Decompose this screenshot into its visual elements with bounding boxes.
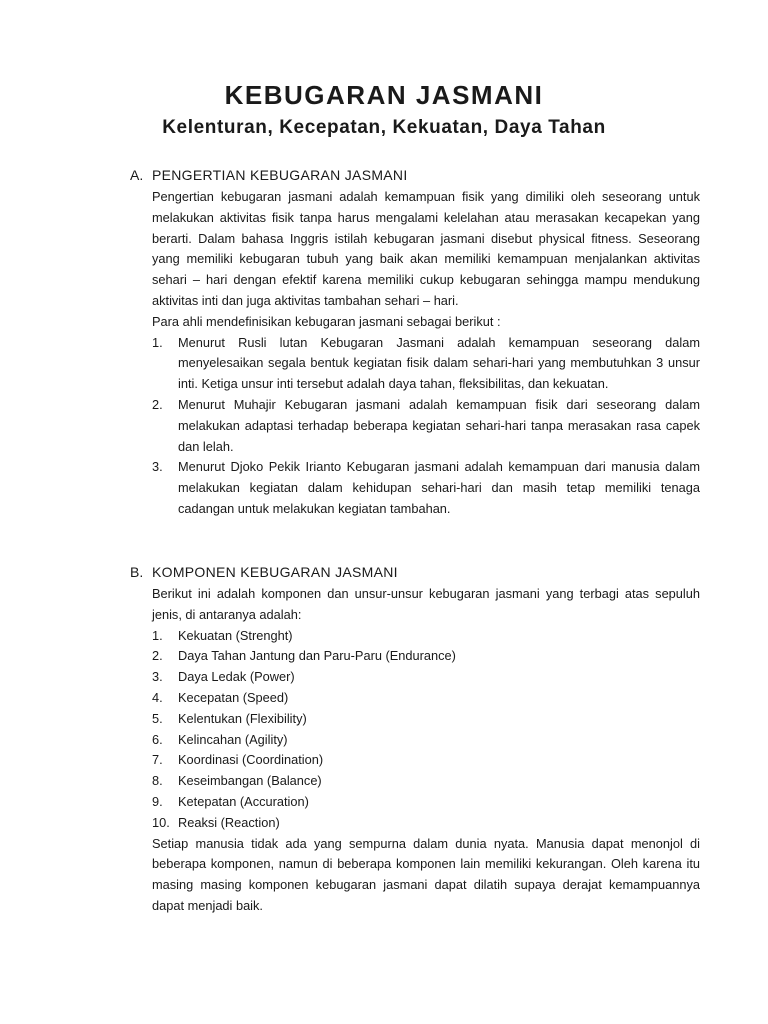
list-item bbox=[152, 771, 700, 792]
list-number: 1. bbox=[152, 627, 163, 643]
list-item bbox=[152, 457, 700, 519]
list-number: 2. bbox=[152, 396, 163, 412]
definition-paragraph: Pengertian kebugaran jasmani adalah kemampuan fisik yang dimiliki oleh seseorang untuk melakukan aktivitas fisik tanpa harus mengalami kelelahan atau merasakan kecapekan yang berarti. Dalam bahasa Inggris istilah kebugaran jasmani disebut physical fitness. Seseorang yang memiliki kebugaran tubuh yang baik akan memiliki kemampuan menjalankan aktivitas sehari – hari dengan efektif karena memiliki cukup kebugaran sehingga mampu mendukung aktivitas inti dan juga aktivitas tambahan sehari – hari. bbox=[152, 189, 700, 308]
list-item bbox=[152, 792, 700, 813]
list-text: Kelentukan (Flexibility) bbox=[178, 710, 307, 726]
list-text: Kekuatan (Strenght) bbox=[178, 627, 293, 643]
section-heading-text: PENGERTIAN KEBUGARAN JASMANI bbox=[152, 167, 408, 183]
list-text: Reaksi (Reaction) bbox=[178, 814, 280, 830]
section-komponen bbox=[130, 562, 700, 917]
list-item bbox=[152, 626, 700, 647]
list-text: Koordinasi (Coordination) bbox=[178, 752, 324, 768]
section-letter: A. bbox=[130, 167, 144, 183]
list-item bbox=[152, 813, 700, 834]
list-text: Daya Ledak (Power) bbox=[178, 669, 295, 685]
list-text: Kelincahan (Agility) bbox=[178, 731, 288, 747]
list-item bbox=[152, 750, 700, 771]
page-subtitle: Kelenturan, Kecepatan, Kekuatan, Daya Tahan bbox=[162, 117, 606, 138]
list-text: Menurut Rusli lutan Kebugaran Jasmani adalah kemampuan seseorang dalam menyelesaikan segala bentuk kegiatan fisik dalam sehari-hari yang membutuhkan 3 unsur inti. Ketiga unsur inti tersebut adalah daya tahan, fleksibilitas, dan kekuatan. bbox=[178, 334, 700, 392]
section-body bbox=[152, 187, 700, 520]
closing-paragraph: Setiap manusia tidak ada yang sempurna dalam dunia nyata. Manusia dapat menonjol di beberapa komponen, namun di beberapa komponen lain memiliki kekurangan. Oleh karena itu masing masing komponen kebugaran jasmani dapat dilatih supaya derajat kemampuannya dapat menjadi baik. bbox=[152, 835, 700, 913]
list-item bbox=[152, 709, 700, 730]
list-item bbox=[152, 688, 700, 709]
page-title: KEBUGARAN JASMANI bbox=[224, 80, 544, 110]
list-number: 4. bbox=[152, 689, 163, 705]
list-number: 7. bbox=[152, 752, 163, 768]
list-text: Keseimbangan (Balance) bbox=[178, 773, 322, 789]
list-number: 3. bbox=[152, 459, 163, 475]
experts-intro: Para ahli mendefinisikan kebugaran jasmani sebagai berikut : bbox=[152, 313, 501, 329]
list-text: Ketepatan (Accuration) bbox=[178, 793, 309, 809]
list-text: Kecepatan (Speed) bbox=[178, 689, 289, 705]
section-body bbox=[152, 584, 700, 917]
components-intro: Berikut ini adalah komponen dan unsur-unsur kebugaran jasmani yang terbagi atas sepuluh jenis, di antaranya adalah: bbox=[152, 586, 700, 622]
list-text: Daya Tahan Jantung dan Paru-Paru (Endurance) bbox=[178, 648, 456, 664]
components-list bbox=[152, 626, 700, 834]
list-number: 9. bbox=[152, 793, 163, 809]
list-item bbox=[152, 395, 700, 457]
list-number: 5. bbox=[152, 710, 163, 726]
section-heading bbox=[130, 562, 700, 582]
list-number: 3. bbox=[152, 669, 163, 685]
section-letter: B. bbox=[130, 564, 144, 580]
section-heading bbox=[130, 165, 700, 185]
list-number: 6. bbox=[152, 731, 163, 747]
list-number: 2. bbox=[152, 648, 163, 664]
list-number: 1. bbox=[152, 334, 163, 350]
list-item bbox=[152, 333, 700, 395]
section-pengertian bbox=[130, 165, 700, 520]
list-text: Menurut Djoko Pekik Irianto Kebugaran jasmani adalah kemampuan dari manusia dalam melakukan kegiatan dalam kehidupan sehari-hari dan masih tetap memiliki tenaga cadangan untuk melakukan kegiatan tambahan. bbox=[178, 459, 700, 516]
list-text: Menurut Muhajir Kebugaran jasmani adalah kemampuan fisik dari seseorang dalam melakukan adaptasi terhadap beberapa kegiatan sehari-hari tanpa merasakan rasa capek dan lelah. bbox=[178, 396, 700, 454]
list-number: 10. bbox=[152, 814, 170, 830]
list-item bbox=[152, 730, 700, 751]
list-item bbox=[152, 646, 700, 667]
list-item bbox=[152, 667, 700, 688]
experts-list bbox=[152, 333, 700, 520]
list-number: 8. bbox=[152, 773, 163, 789]
section-heading-text: KOMPONEN KEBUGARAN JASMANI bbox=[152, 564, 398, 580]
